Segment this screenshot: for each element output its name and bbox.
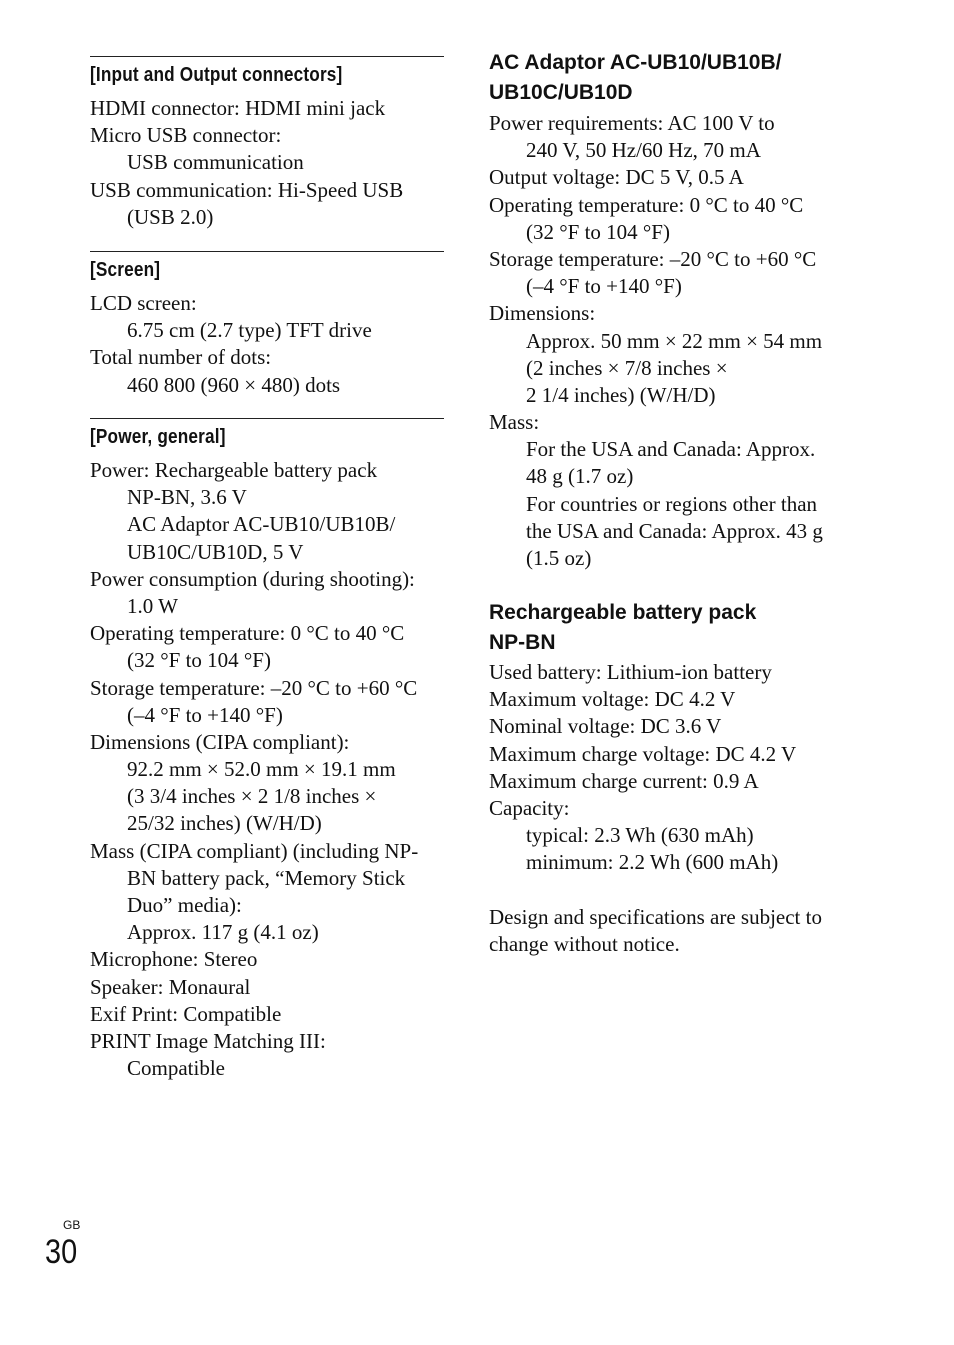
spec-continuation-line: 25/32 inches) (W/H/D) <box>127 811 322 836</box>
spec-line: Mass (CIPA compliant) (including NP- <box>90 838 419 863</box>
spec-line: Power: Rechargeable battery pack <box>90 458 378 482</box>
spec-continuation-line: (3 3/4 inches × 2 1/8 inches × <box>127 784 377 809</box>
section-heading-input-output: [Input and Output connectors] <box>90 64 343 86</box>
spec-continuation-line: (–4 °F to +140 °F) <box>127 702 283 727</box>
spec-continuation-line: 1.0 W <box>127 593 178 618</box>
spec-line: Dimensions: <box>489 301 596 326</box>
spec-continuation-line: 6.75 cm (2.7 type) TFT drive <box>127 318 372 343</box>
battery-pack-spec-list <box>489 659 849 877</box>
spec-line: LCD screen: <box>90 291 197 315</box>
spec-continuation-line: USB communication <box>127 150 304 175</box>
specification-notice <box>489 904 849 958</box>
spec-line: Power requirements: AC 100 V to <box>489 111 775 135</box>
spec-continuation-line: For the USA and Canada: Approx. <box>526 437 816 462</box>
spec-continuation-line: Compatible <box>127 1056 225 1081</box>
spec-continuation-line: typical: 2.3 Wh (630 mAh) <box>526 823 754 848</box>
ac-adaptor-spec-list <box>489 110 849 572</box>
spec-line: Mass: <box>489 410 540 435</box>
spec-continuation-line: the USA and Canada: Approx. 43 g <box>526 518 823 543</box>
spec-line: Micro USB connector: <box>90 123 282 148</box>
spec-line: Operating temperature: 0 °C to 40 °C <box>489 192 804 217</box>
spec-continuation-line: AC Adaptor AC-UB10/UB10B/ <box>127 512 396 537</box>
section-heading-battery-pack <box>489 598 756 658</box>
power-general-spec-list <box>90 457 450 1082</box>
spec-line: Used battery: Lithium-ion battery <box>489 660 772 684</box>
spec-continuation-line: 240 V, 50 Hz/60 Hz, 70 mA <box>526 138 761 163</box>
spec-line: Capacity: <box>489 795 570 820</box>
spec-continuation-line: (32 °F to 104 °F) <box>526 219 670 244</box>
spec-line: Output voltage: DC 5 V, 0.5 A <box>489 165 744 190</box>
spec-line: Maximum voltage: DC 4.2 V <box>489 687 736 712</box>
spec-line: Nominal voltage: DC 3.6 V <box>489 714 722 739</box>
spec-continuation-line: (–4 °F to +140 °F) <box>526 274 682 299</box>
spec-line: HDMI connector: HDMI mini jack <box>90 96 386 120</box>
spec-line: Maximum charge current: 0.9 A <box>489 768 759 793</box>
spec-continuation-line: Duo” media): <box>127 893 242 917</box>
section-heading-power-general: [Power, general] <box>90 426 226 448</box>
section-heading-ac-adaptor <box>489 48 781 108</box>
spec-line: Operating temperature: 0 °C to 40 °C <box>90 621 405 646</box>
spec-line: PRINT Image Matching III: <box>90 1028 326 1053</box>
spec-line: Total number of dots: <box>90 345 272 370</box>
spec-continuation-line: (2 inches × 7/8 inches × <box>526 355 728 380</box>
spec-continuation-line: 460 800 (960 × 480) dots <box>127 372 341 397</box>
region-code: GB <box>63 1218 81 1232</box>
spec-line: Power consumption (during shooting): <box>90 566 415 591</box>
spec-continuation-line: Approx. 50 mm × 22 mm × 54 mm <box>526 328 823 353</box>
screen-spec-list <box>90 290 450 399</box>
heading-line: NP-BN <box>489 631 556 654</box>
spec-continuation-line: UB10C/UB10D, 5 V <box>127 539 304 564</box>
spec-line: Dimensions (CIPA compliant): <box>90 729 350 754</box>
input-output-spec-list <box>90 95 450 231</box>
spec-line: USB communication: Hi-Speed USB <box>90 177 404 202</box>
spec-line: Design and specifications are subject to <box>489 905 822 929</box>
spec-continuation-line: NP-BN, 3.6 V <box>127 485 247 510</box>
spec-continuation-line: 48 g (1.7 oz) <box>526 464 634 489</box>
spec-line: Storage temperature: –20 °C to +60 °C <box>489 246 817 271</box>
spec-continuation-line: Approx. 117 g (4.1 oz) <box>127 920 319 945</box>
spec-continuation-line: (1.5 oz) <box>526 546 592 570</box>
section-divider <box>90 56 444 57</box>
spec-line: Speaker: Monaural <box>90 974 251 999</box>
spec-line: Microphone: Stereo <box>90 947 258 972</box>
spec-line: change without notice. <box>489 932 680 957</box>
spec-continuation-line: (32 °F to 104 °F) <box>127 648 271 673</box>
section-divider <box>90 418 444 419</box>
spec-line: Exif Print: Compatible <box>90 1001 282 1026</box>
page-number: 30 <box>45 1233 78 1271</box>
spec-line: Maximum charge voltage: DC 4.2 V <box>489 741 797 766</box>
section-divider <box>90 251 444 252</box>
spec-continuation-line: (USB 2.0) <box>127 204 214 229</box>
section-heading-screen: [Screen] <box>90 259 161 281</box>
spec-continuation-line: 2 1/4 inches) (W/H/D) <box>526 382 716 407</box>
spec-continuation-line: BN battery pack, “Memory Stick <box>127 865 406 890</box>
spec-continuation-line: For countries or regions other than <box>526 491 818 516</box>
spec-continuation-line: 92.2 mm × 52.0 mm × 19.1 mm <box>127 757 396 782</box>
heading-line: UB10C/UB10D <box>489 81 633 104</box>
heading-line: Rechargeable battery pack <box>489 601 757 624</box>
spec-line: Storage temperature: –20 °C to +60 °C <box>90 675 418 700</box>
heading-line: AC Adaptor AC-UB10/UB10B/ <box>489 51 782 74</box>
spec-continuation-line: minimum: 2.2 Wh (600 mAh) <box>526 850 779 875</box>
